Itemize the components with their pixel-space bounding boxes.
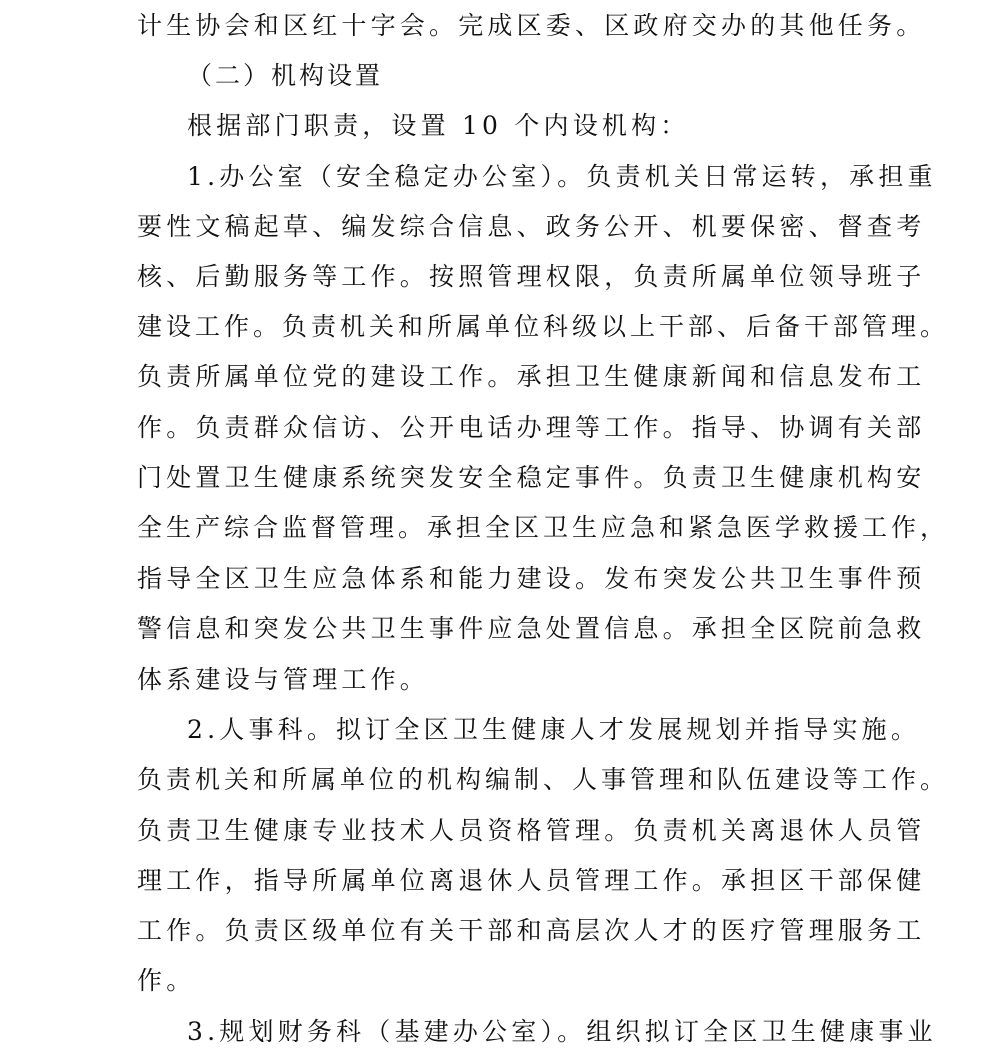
text-line: 门处置卫生健康系统突发安全稳定事件。负责卫生健康机构安	[137, 463, 926, 492]
text-line: 要性文稿起草、编发综合信息、政务公开、机要保密、督查考	[137, 212, 926, 241]
text-line: 作。负责群众信访、公开电话办理等工作。指导、协调有关部	[137, 413, 926, 442]
section-heading: （二）机构设置	[187, 61, 384, 90]
text-line: 警信息和突发公共卫生事件应急处置信息。承担全区院前急救	[137, 614, 926, 643]
text-line: 负责卫生健康专业技术人员资格管理。负责机关离退休人员管	[137, 816, 926, 845]
text-line: 工作。负责区级单位有关干部和高层次人才的医疗管理服务工	[137, 916, 926, 945]
text-line: 指导全区卫生应急体系和能力建设。发布突发公共卫生事件预	[137, 564, 926, 593]
text-line: 建设工作。负责机关和所属单位科级以上干部、后备干部管理。	[137, 312, 950, 341]
text-line: 负责机关和所属单位的机构编制、人事管理和队伍建设等工作。	[137, 765, 950, 794]
text-line: 体系建设与管理工作。	[137, 665, 430, 694]
text-line: 负责所属单位党的建设工作。承担卫生健康新闻和信息发布工	[137, 362, 926, 391]
paragraph-start: 1.办公室（安全稳定办公室）。负责机关日常运转，承担重	[187, 162, 937, 191]
text-line: 核、后勤服务等工作。按照管理权限，负责所属单位领导班子	[137, 262, 926, 291]
text-line: 计生协会和区红十字会。完成区委、区政府交办的其他任务。	[137, 11, 926, 40]
text-line: 理工作，指导所属单位离退休人员管理工作。承担区干部保健	[137, 866, 926, 895]
text-line: 作。	[137, 966, 196, 995]
paragraph-start: 2.人事科。拟订全区卫生健康人才发展规划并指导实施。	[187, 715, 921, 744]
text-line: 根据部门职责，设置 10 个内设机构：	[187, 111, 690, 140]
paragraph-start: 3.规划财务科（基建办公室）。组织拟订全区卫生健康事业	[187, 1017, 937, 1046]
text-line: 全生产综合监督管理。承担全区卫生应急和紧急医学救援工作，	[137, 513, 950, 542]
